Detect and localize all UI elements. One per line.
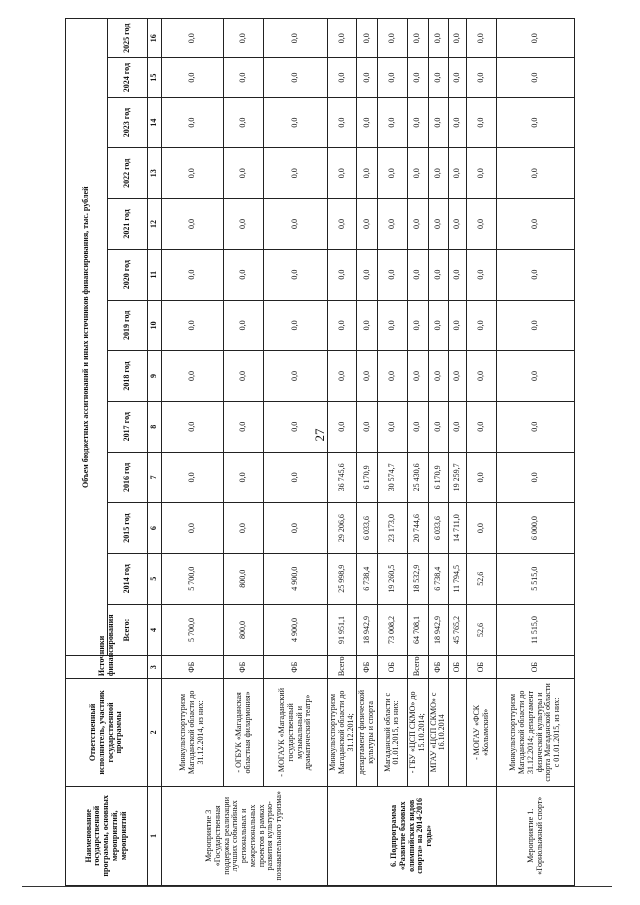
row-value: 0,0 xyxy=(377,199,407,250)
header-year: 2025 год xyxy=(108,19,148,58)
row-source: ФБ xyxy=(162,656,224,679)
row-value: 6 738,4 xyxy=(357,553,378,604)
row-value: 0,0 xyxy=(377,351,407,402)
row-value: 0,0 xyxy=(162,452,224,503)
row-value: 36 745,6 xyxy=(328,452,357,503)
row-value: 0,0 xyxy=(467,452,497,503)
row-value: 0,0 xyxy=(407,19,428,58)
header-year: 2016 год xyxy=(108,452,148,503)
row-value: 0,0 xyxy=(162,503,224,554)
table-row xyxy=(224,19,264,886)
row-name: 6. Подпрограмма «Развитие базовых олимпийских видов спорта» на 2014-2016 годы» xyxy=(328,786,497,885)
table-row xyxy=(377,19,407,886)
col-number: 10 xyxy=(148,300,162,351)
row-value: 0,0 xyxy=(428,401,449,452)
row-value: 0,0 xyxy=(357,97,378,148)
col-number: 12 xyxy=(148,199,162,250)
row-value: 0,0 xyxy=(428,97,449,148)
table-row xyxy=(467,19,497,886)
row-value: 0,0 xyxy=(497,452,575,503)
row-value: 0,0 xyxy=(224,503,264,554)
row-value: 0,0 xyxy=(162,249,224,300)
row-source: ОБ xyxy=(377,656,407,679)
row-value: 0,0 xyxy=(467,300,497,351)
col-number: 15 xyxy=(148,58,162,97)
row-value: 0,0 xyxy=(497,351,575,402)
header-year: 2022 год xyxy=(108,148,148,199)
footer-divider xyxy=(22,886,612,887)
row-value: 0,0 xyxy=(407,401,428,452)
row-value: 0,0 xyxy=(162,351,224,402)
row-name: Мероприятие 1. «Горнолыжный спорт» xyxy=(497,786,575,885)
row-value: 0,0 xyxy=(264,503,328,554)
row-value: 0,0 xyxy=(162,401,224,452)
header-year: 2020 год xyxy=(108,249,148,300)
header-year: 2019 год xyxy=(108,300,148,351)
header-source: Источники финансирования xyxy=(66,656,148,679)
row-total: 5 700,0 xyxy=(162,604,224,656)
row-total: 800,0 xyxy=(224,604,264,656)
row-executor: Минкультспорттуризм Магаданской области до 31.12.2014; xyxy=(328,679,357,787)
col-number: 16 xyxy=(148,19,162,58)
row-value: 0,0 xyxy=(264,249,328,300)
row-value: 0,0 xyxy=(428,58,449,97)
row-value: 0,0 xyxy=(407,97,428,148)
table-row xyxy=(328,19,357,886)
header-funding-group: Объем бюджетных ассигнований и иных источников финансирования, тыс. рублей xyxy=(66,19,108,656)
row-value: 0,0 xyxy=(449,148,467,199)
row-value: 0,0 xyxy=(407,58,428,97)
header-year: 2015 год xyxy=(108,503,148,554)
row-source: ФБ xyxy=(224,656,264,679)
row-value: 25 998,9 xyxy=(328,553,357,604)
row-value: 0,0 xyxy=(357,401,378,452)
row-value: 0,0 xyxy=(328,300,357,351)
row-source: ФБ xyxy=(428,656,449,679)
row-value: 0,0 xyxy=(407,351,428,402)
row-value: 0,0 xyxy=(328,249,357,300)
col-number: 4 xyxy=(148,604,162,656)
row-value: 0,0 xyxy=(428,148,449,199)
row-value: 0,0 xyxy=(224,300,264,351)
row-executor xyxy=(449,679,467,787)
row-total: 64 708,1 xyxy=(407,604,428,656)
row-value: 6 170,9 xyxy=(357,452,378,503)
table-row xyxy=(162,19,224,886)
page-number: 27 xyxy=(312,428,327,442)
row-value: 0,0 xyxy=(449,401,467,452)
row-value: 0,0 xyxy=(357,249,378,300)
funding-table-sheet xyxy=(65,18,574,886)
col-number: 6 xyxy=(148,503,162,554)
row-value: 6 033,6 xyxy=(428,503,449,554)
header-executor: Ответственный исполнитель, участник государственной программы xyxy=(66,679,148,787)
row-value: 0,0 xyxy=(264,351,328,402)
row-value: 6 170,9 xyxy=(428,452,449,503)
row-executor: Минкультспорттуризм Магаданской области до 31.12.2014; департамент физической культуры и спорта Магаданской области с 01.01.2015, из них: xyxy=(497,679,575,787)
row-value: 0,0 xyxy=(264,148,328,199)
row-value: 4 900,0 xyxy=(264,553,328,604)
row-value: 0,0 xyxy=(264,300,328,351)
row-value: 0,0 xyxy=(497,19,575,58)
row-value: 0,0 xyxy=(328,58,357,97)
row-value: 6 738,4 xyxy=(428,553,449,604)
col-number: 1 xyxy=(148,786,162,885)
header-year: 2021 год xyxy=(108,199,148,250)
row-value: 0,0 xyxy=(162,300,224,351)
row-value: 0,0 xyxy=(449,58,467,97)
table-row xyxy=(264,19,328,886)
row-value: 0,0 xyxy=(467,249,497,300)
row-value: 0,0 xyxy=(449,249,467,300)
row-value: 0,0 xyxy=(467,148,497,199)
row-value: 0,0 xyxy=(328,148,357,199)
header-year: 2017 год xyxy=(108,401,148,452)
row-value: 0,0 xyxy=(377,97,407,148)
row-value: 0,0 xyxy=(357,58,378,97)
row-value: 0,0 xyxy=(467,199,497,250)
col-number: 11 xyxy=(148,249,162,300)
row-value: 800,0 xyxy=(224,553,264,604)
row-total: 52,6 xyxy=(467,604,497,656)
header-year: 2018 год xyxy=(108,351,148,402)
row-value: 0,0 xyxy=(328,199,357,250)
row-value: 0,0 xyxy=(162,199,224,250)
row-value: 0,0 xyxy=(162,148,224,199)
row-value: 0,0 xyxy=(264,97,328,148)
header-year: 2024 год xyxy=(108,58,148,97)
row-value: 0,0 xyxy=(407,148,428,199)
row-value: 5 515,0 xyxy=(497,553,575,604)
col-number: 14 xyxy=(148,97,162,148)
row-value: 18 532,9 xyxy=(407,553,428,604)
row-value: 11 794,5 xyxy=(449,553,467,604)
header-row-group xyxy=(66,19,108,886)
row-value: 0,0 xyxy=(162,97,224,148)
row-value: 0,0 xyxy=(497,401,575,452)
row-value: 0,0 xyxy=(264,452,328,503)
row-value: 0,0 xyxy=(357,351,378,402)
row-value: 23 173,0 xyxy=(377,503,407,554)
row-value: 0,0 xyxy=(497,148,575,199)
row-value: 0,0 xyxy=(328,19,357,58)
row-value: 0,0 xyxy=(449,300,467,351)
row-value: 6 000,0 xyxy=(497,503,575,554)
table-row xyxy=(449,19,467,886)
row-value: 0,0 xyxy=(467,58,497,97)
row-source: ОБ xyxy=(497,656,575,679)
col-number: 2 xyxy=(148,679,162,787)
row-total: 18 942,9 xyxy=(428,604,449,656)
row-value: 0,0 xyxy=(467,503,497,554)
row-value: 0,0 xyxy=(449,351,467,402)
col-number: 9 xyxy=(148,351,162,402)
row-value: 19 259,7 xyxy=(449,452,467,503)
col-number: 7 xyxy=(148,452,162,503)
row-value: 0,0 xyxy=(328,351,357,402)
table-row xyxy=(407,19,428,886)
row-value: 0,0 xyxy=(449,199,467,250)
row-source: ФБ xyxy=(357,656,378,679)
row-value: 0,0 xyxy=(377,19,407,58)
col-number: 5 xyxy=(148,553,162,604)
header-year: 2014 год xyxy=(108,553,148,604)
row-source: Всего: xyxy=(407,656,428,679)
row-name: Мероприятие 3 «Государственная поддержка реализации лучших событийных региональных и межрегиональных проектов в рамках развития культурно-познавательного туризма» xyxy=(162,786,328,885)
row-value: 0,0 xyxy=(357,19,378,58)
row-value: 0,0 xyxy=(224,401,264,452)
row-total: 91 951,1 xyxy=(328,604,357,656)
row-executor: - ОГБУК «Магаданская областная филармония» xyxy=(224,679,264,787)
row-value: 0,0 xyxy=(264,58,328,97)
row-value: 0,0 xyxy=(264,199,328,250)
row-value: 0,0 xyxy=(428,199,449,250)
row-value: 0,0 xyxy=(162,58,224,97)
row-value: 0,0 xyxy=(377,249,407,300)
header-name: Наименование государственной программы, основных мероприятий, мероприятий xyxy=(66,786,148,885)
row-value: 0,0 xyxy=(357,199,378,250)
row-executor: - ГБУ «ЦСП СКМО» до 15.10.2014; xyxy=(407,679,428,787)
row-value: 0,0 xyxy=(428,351,449,402)
row-value: 6 033,6 xyxy=(357,503,378,554)
row-value: 0,0 xyxy=(497,58,575,97)
funding-table xyxy=(65,18,575,886)
row-value: 0,0 xyxy=(497,249,575,300)
row-value: 0,0 xyxy=(357,148,378,199)
row-value: 0,0 xyxy=(162,19,224,58)
table-row xyxy=(357,19,378,886)
row-executor: - МОГАУ «ФСК «Колымский» xyxy=(467,679,497,787)
row-value: 14 711,0 xyxy=(449,503,467,554)
col-number: 3 xyxy=(148,656,162,679)
row-value: 20 744,6 xyxy=(407,503,428,554)
row-value: 0,0 xyxy=(428,300,449,351)
row-value: 0,0 xyxy=(377,148,407,199)
row-value: 0,0 xyxy=(224,148,264,199)
row-value: 0,0 xyxy=(264,19,328,58)
table-row xyxy=(497,19,575,886)
row-value: 0,0 xyxy=(428,249,449,300)
header-year: 2023 год xyxy=(108,97,148,148)
row-source: Всего: xyxy=(328,656,357,679)
row-value: 0,0 xyxy=(407,199,428,250)
header-total: Всего: xyxy=(108,604,148,656)
row-value: 29 206,6 xyxy=(328,503,357,554)
row-value: 52,6 xyxy=(467,553,497,604)
row-value: 0,0 xyxy=(357,300,378,351)
row-executor: МГАУ «ЦСП СКМО» с 16.10.2014 xyxy=(428,679,449,787)
row-value: 25 430,6 xyxy=(407,452,428,503)
row-value: 0,0 xyxy=(428,19,449,58)
column-number-row xyxy=(148,19,162,886)
row-total: 18 942,9 xyxy=(357,604,378,656)
row-source: ОБ xyxy=(449,656,467,679)
row-value: 0,0 xyxy=(449,97,467,148)
row-total: 4 900,0 xyxy=(264,604,328,656)
row-value: 30 574,7 xyxy=(377,452,407,503)
row-value: 0,0 xyxy=(377,58,407,97)
row-source: ОБ xyxy=(467,656,497,679)
row-executor: департамент физической культуры и спорта xyxy=(357,679,378,787)
row-value: 0,0 xyxy=(224,19,264,58)
row-executor: Минкультспорттуризм Магаданской области до 31.12.2014, из них: xyxy=(162,679,224,787)
row-executor: - МОГАУК «Магаданский государственный музыкальный и драматический театр» xyxy=(264,679,328,787)
row-value: 0,0 xyxy=(224,97,264,148)
row-value: 0,0 xyxy=(497,97,575,148)
row-executor: Магаданской области с 01.01.2015, из них: xyxy=(377,679,407,787)
col-number: 8 xyxy=(148,401,162,452)
row-value: 0,0 xyxy=(467,401,497,452)
row-value: 0,0 xyxy=(467,351,497,402)
row-total: 45 765,2 xyxy=(449,604,467,656)
row-value: 0,0 xyxy=(407,300,428,351)
row-value: 0,0 xyxy=(467,97,497,148)
row-value: 0,0 xyxy=(224,452,264,503)
row-value: 0,0 xyxy=(224,58,264,97)
row-value: 0,0 xyxy=(224,199,264,250)
row-value: 0,0 xyxy=(224,351,264,402)
row-value: 0,0 xyxy=(497,300,575,351)
row-value: 0,0 xyxy=(264,401,328,452)
row-total: 11 515,0 xyxy=(497,604,575,656)
row-value: 0,0 xyxy=(224,249,264,300)
row-value: 0,0 xyxy=(497,199,575,250)
row-value: 5 700,0 xyxy=(162,553,224,604)
row-value: 0,0 xyxy=(467,19,497,58)
row-value: 0,0 xyxy=(328,97,357,148)
row-total: 73 008,2 xyxy=(377,604,407,656)
row-source: ФБ xyxy=(264,656,328,679)
row-value: 0,0 xyxy=(328,401,357,452)
row-value: 0,0 xyxy=(377,401,407,452)
row-value: 0,0 xyxy=(407,249,428,300)
row-value: 0,0 xyxy=(377,300,407,351)
row-value: 0,0 xyxy=(449,19,467,58)
col-number: 13 xyxy=(148,148,162,199)
table-row xyxy=(428,19,449,886)
row-value: 19 260,5 xyxy=(377,553,407,604)
